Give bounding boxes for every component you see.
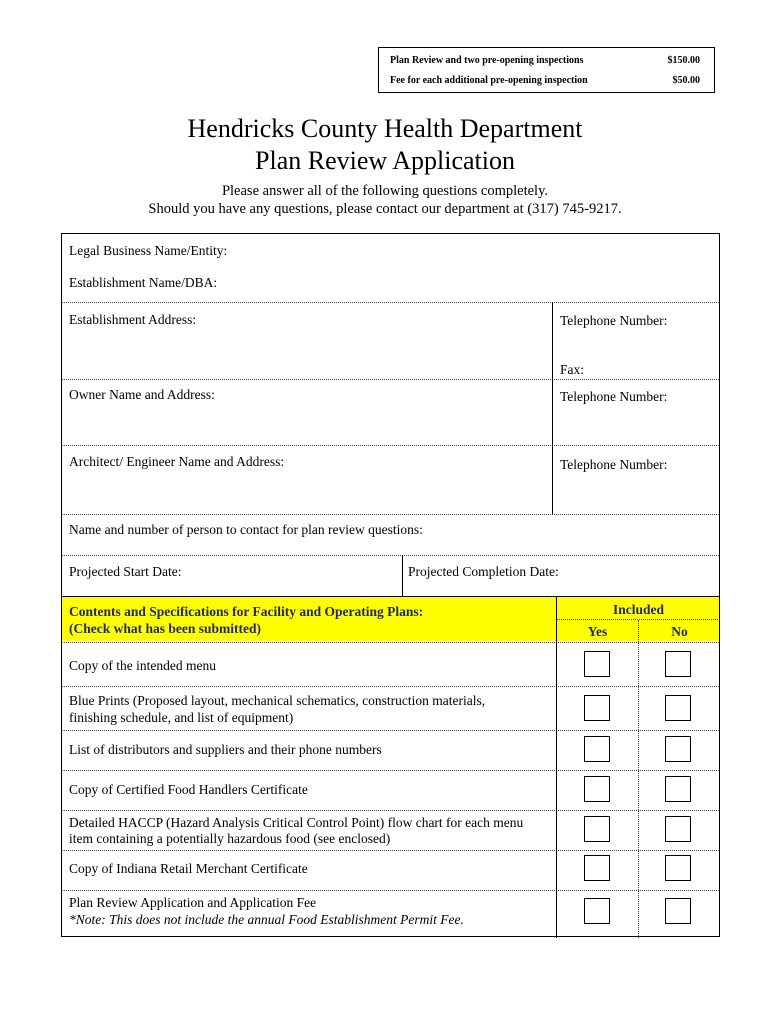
item-label: List of distributors and suppliers and their phone numbers bbox=[69, 742, 382, 757]
yes-checkbox[interactable] bbox=[584, 736, 610, 762]
legal-business-name-label: Legal Business Name/Entity: bbox=[69, 243, 228, 258]
application-form bbox=[61, 233, 720, 937]
checklist-heading: Contents and Specifications for Facility and Operating Plans: bbox=[69, 604, 424, 619]
item-label: Copy of the intended menu bbox=[69, 658, 216, 673]
yes-checkbox[interactable] bbox=[584, 695, 610, 721]
department-title: Hendricks County Health Department bbox=[187, 114, 583, 143]
yes-checkbox[interactable] bbox=[584, 816, 610, 842]
projected-start-date-label: Projected Start Date: bbox=[69, 564, 182, 579]
yes-checkbox[interactable] bbox=[584, 855, 610, 881]
item-label: Blue Prints (Proposed layout, mechanical schematics, construction materials, bbox=[69, 693, 486, 708]
instructions-line-1: Please answer all of the following questions completely. bbox=[221, 183, 549, 199]
yes-checkbox[interactable] bbox=[584, 898, 610, 924]
no-checkbox[interactable] bbox=[665, 816, 691, 842]
no-checkbox[interactable] bbox=[665, 695, 691, 721]
item-label-continued: finishing schedule, and list of equipment) bbox=[69, 710, 294, 725]
telephone-label: Telephone Number: bbox=[560, 313, 668, 328]
no-checkbox[interactable] bbox=[665, 651, 691, 677]
fee-schedule-box bbox=[378, 47, 715, 93]
yes-column-heading: Yes bbox=[587, 624, 608, 639]
fax-label: Fax: bbox=[560, 362, 585, 377]
fee-amount: $150.00 bbox=[667, 55, 700, 66]
contact-person-label: Name and number of person to contact for plan review questions: bbox=[69, 522, 423, 537]
no-checkbox[interactable] bbox=[665, 776, 691, 802]
permit-fee-note: *Note: This does not include the annual Food Establishment Permit Fee. bbox=[69, 912, 464, 927]
architect-engineer-label: Architect/ Engineer Name and Address: bbox=[69, 454, 285, 469]
item-label: Plan Review Application and Application Fee bbox=[69, 895, 317, 910]
item-label-continued: item containing a potentially hazardous food (see enclosed) bbox=[69, 831, 391, 846]
establishment-address-label: Establishment Address: bbox=[69, 312, 197, 327]
no-checkbox[interactable] bbox=[665, 898, 691, 924]
fee-label: Fee for each additional pre-opening inspection bbox=[390, 75, 588, 86]
yes-checkbox[interactable] bbox=[584, 776, 610, 802]
architect-telephone-label: Telephone Number: bbox=[560, 457, 668, 472]
owner-name-address-label: Owner Name and Address: bbox=[69, 387, 215, 402]
no-checkbox[interactable] bbox=[665, 736, 691, 762]
fee-row bbox=[379, 70, 714, 90]
checklist-subheading: (Check what has been submitted) bbox=[69, 621, 262, 636]
item-label: Copy of Indiana Retail Merchant Certificate bbox=[69, 861, 308, 876]
instructions-line-2: Should you have any questions, please contact our department at (317) 745-9217. bbox=[148, 201, 622, 217]
projected-completion-date-label: Projected Completion Date: bbox=[408, 564, 559, 579]
fee-label: Plan Review and two pre-opening inspections bbox=[390, 55, 584, 66]
establishment-name-label: Establishment Name/DBA: bbox=[69, 275, 218, 290]
item-label: Copy of Certified Food Handlers Certificate bbox=[69, 782, 308, 797]
fee-row bbox=[379, 50, 714, 70]
fee-amount: $50.00 bbox=[672, 75, 700, 86]
owner-telephone-label: Telephone Number: bbox=[560, 389, 668, 404]
no-column-heading: No bbox=[671, 624, 688, 639]
item-label: Detailed HACCP (Hazard Analysis Critical Control Point) flow chart for each menu bbox=[69, 815, 524, 830]
application-title: Plan Review Application bbox=[255, 146, 515, 175]
yes-checkbox[interactable] bbox=[584, 651, 610, 677]
included-heading: Included bbox=[612, 602, 665, 617]
no-checkbox[interactable] bbox=[665, 855, 691, 881]
